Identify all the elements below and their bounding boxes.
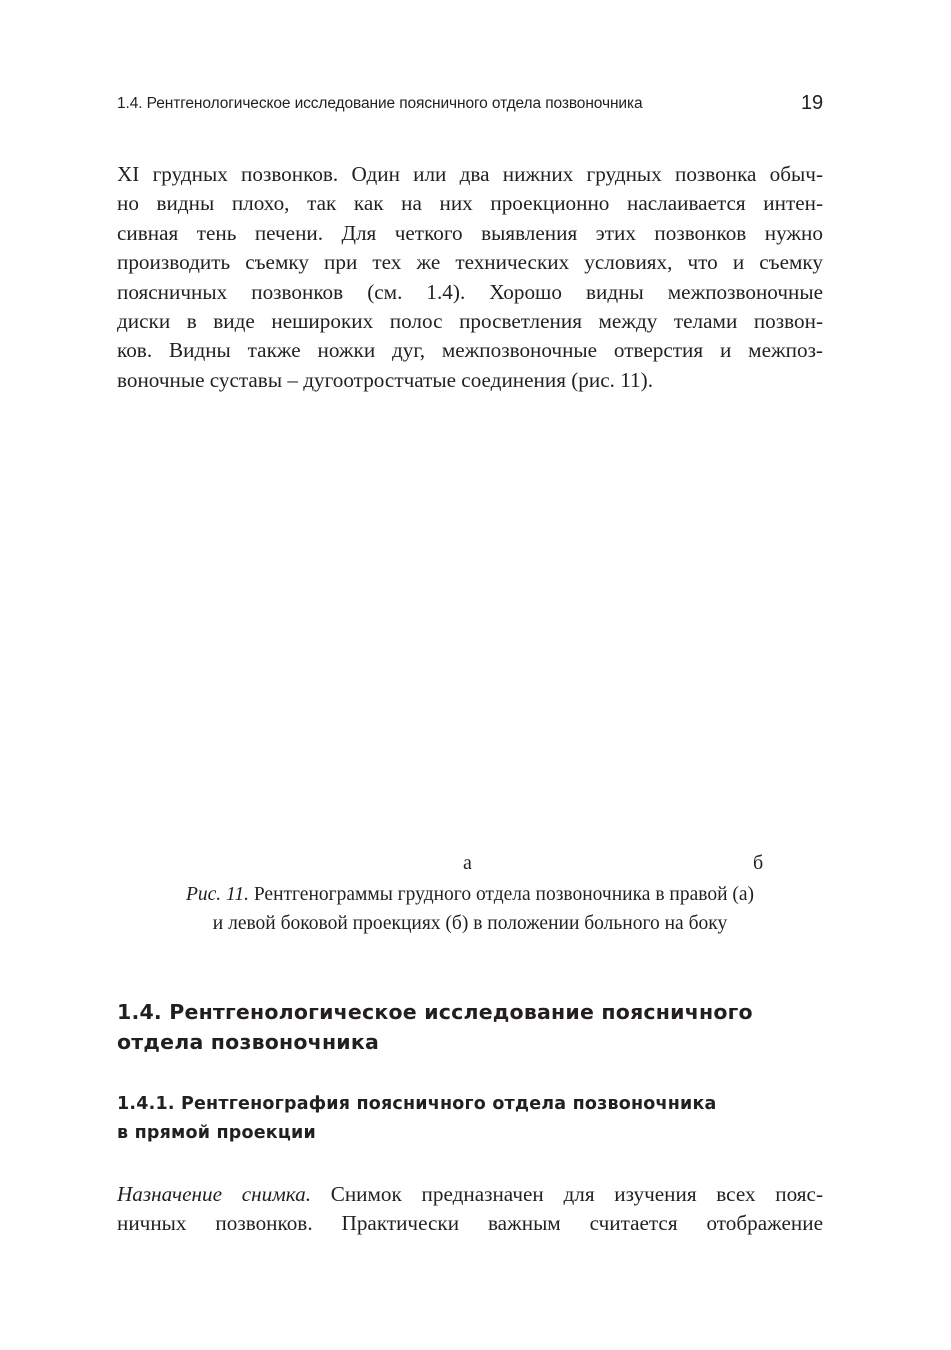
paragraph-line: диски в виде нешироких полос просветления между телами позвон-: [117, 309, 823, 334]
paragraph-purpose: [117, 1180, 823, 1239]
caption-line-2: и левой боковой проекциях (б) в положении больного на боку: [212, 913, 728, 934]
figure-caption: [117, 880, 823, 938]
paragraph-line-1-rest: Снимок предназначен для изучения всех пояс-: [311, 1182, 823, 1206]
paragraph-line: ков. Видны также ножки дуг, межпозвоночные отверстия и межпоз-: [117, 338, 823, 363]
subsection-heading: [117, 1090, 837, 1148]
page-number: 19: [800, 92, 823, 114]
paragraph-lead: Назначение снимка.: [117, 1182, 312, 1206]
section-heading-line-1: 1.4. Рентгенологическое исследование поясничного: [117, 1000, 753, 1024]
subfigure-label-b: б: [753, 852, 764, 874]
paragraph-line: поясничных позвонков (см. 1.4). Хорошо видны межпозвоночные: [117, 279, 823, 304]
subsection-heading-line-1: 1.4.1. Рентгенография поясничного отдела позвоночника: [117, 1094, 717, 1114]
section-heading: [117, 997, 837, 1057]
paragraph-line: [117, 1180, 823, 1209]
subfigure-label-a: а: [463, 852, 472, 874]
paragraph-line: XI грудных позвонков. Один или два нижних грудных позвонка обыч-: [117, 162, 823, 186]
figure-placeholder: [117, 420, 823, 840]
paragraph-line: сивная тень печени. Для четкого выявления этих позвонков нужно: [117, 220, 823, 245]
caption-line-1: [117, 880, 823, 909]
caption-text-1: Рентгенограммы грудного отдела позвоночника в правой (а): [248, 884, 755, 905]
section-heading-line-2: отдела позвоночника: [117, 1030, 380, 1054]
running-head-title: 1.4. Рентгенологическое исследование поясничного отдела позвоночника: [117, 95, 643, 112]
paragraph-line: но видны плохо, так как на них проекционно наслаивается интен-: [117, 191, 823, 216]
paragraph-line: производить съемку при тех же технических условиях, что и съемку: [117, 250, 823, 275]
paragraph-line: воночные суставы – дугоотростчатые соединения (рис. 11).: [117, 367, 653, 392]
paragraph-continued: [117, 160, 823, 395]
paragraph-line: ничных позвонков. Практически важным считается отображение: [117, 1211, 823, 1236]
caption-label: Рис. 11.: [185, 884, 249, 905]
subsection-heading-line-2: в прямой проекции: [117, 1123, 316, 1143]
